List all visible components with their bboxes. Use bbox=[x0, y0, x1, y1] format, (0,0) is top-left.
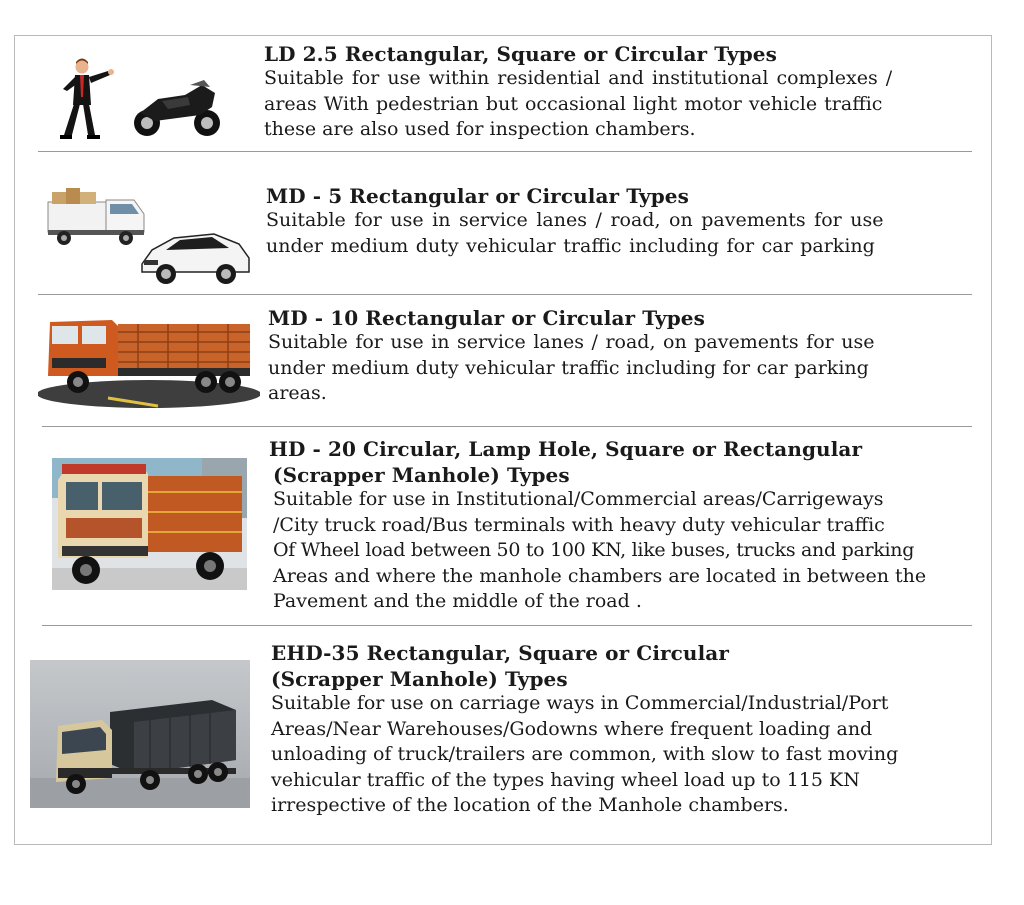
row-ehd35-line-3: unloading of truck/trailers are common, with slow to fast moving bbox=[271, 743, 899, 765]
row-hd20-title-line-2: (Scrapper Manhole) Types bbox=[273, 463, 570, 487]
row-ld25-line-3: these are also used for inspection chambers. bbox=[264, 118, 696, 140]
row-ld25-line-1: Suitable for use within residential and institutional complexes / bbox=[264, 67, 893, 89]
row-hd20-title-line-1: HD - 20 Circular, Lamp Hole, Square or Rectangular bbox=[269, 437, 863, 461]
row-md10-line-1: Suitable for use in service lanes / road, on pavements for use bbox=[268, 331, 875, 353]
row-ld25-line-2: areas With pedestrian but occasional light motor vehicle traffic bbox=[264, 92, 883, 115]
row-hd20-line-4: Areas and where the manhole chambers are located in between the bbox=[273, 564, 927, 587]
medium-truck-icon bbox=[38, 310, 260, 410]
row-ehd35-title-line-1: EHD-35 Rectangular, Square or Circular bbox=[271, 641, 729, 665]
row-hd20-line-5: Pavement and the middle of the road . bbox=[273, 590, 642, 612]
divider bbox=[38, 294, 972, 295]
row-hd20-line-3: Of Wheel load between 50 to 100 KN, like buses, trucks and parking bbox=[273, 539, 915, 561]
divider bbox=[42, 625, 972, 626]
divider bbox=[42, 426, 972, 427]
row-md10-line-3: areas. bbox=[268, 382, 327, 404]
row-md10-text bbox=[268, 306, 962, 407]
row-md5-line-1: Suitable for use in service lanes / road, on pavements for use bbox=[266, 209, 884, 231]
row-ehd35-text bbox=[271, 641, 981, 819]
row-ehd35-line-1: Suitable for use on carriage ways in Commercial/Industrial/Port bbox=[271, 692, 889, 714]
row-ld25-title: LD 2.5 Rectangular, Square or Circular Types bbox=[264, 42, 777, 66]
container-trailer-icon bbox=[30, 660, 250, 808]
row-ehd35-line-4: vehicular traffic of the types having wheel load up to 115 KN bbox=[271, 768, 860, 791]
row-md10-line-2: under medium duty vehicular traffic including for car parking bbox=[268, 356, 869, 379]
row-ehd35-line-2: Areas/Near Warehouses/Godowns where frequent loading and bbox=[271, 717, 873, 740]
light-truck-and-car-icon bbox=[44, 180, 254, 290]
heavy-truck-icon bbox=[52, 458, 247, 590]
pedestrian-and-motorcycle-icon bbox=[50, 55, 230, 145]
row-hd20-line-1: Suitable for use in Institutional/Commercial areas/Carrigeways bbox=[273, 488, 884, 510]
row-md5-text bbox=[266, 184, 975, 259]
row-ld25-text bbox=[264, 42, 975, 143]
row-md10-title: MD - 10 Rectangular or Circular Types bbox=[268, 306, 705, 330]
row-ehd35-title-line-2: (Scrapper Manhole) Types bbox=[271, 667, 568, 691]
row-ehd35-line-5: irrespective of the location of the Manhole chambers. bbox=[271, 794, 789, 816]
divider bbox=[38, 151, 972, 152]
row-hd20-text bbox=[269, 437, 989, 615]
row-md5-title: MD - 5 Rectangular or Circular Types bbox=[266, 184, 689, 208]
row-md5-line-2: under medium duty vehicular traffic including for car parking bbox=[266, 234, 875, 257]
row-hd20-line-2: /City truck road/Bus terminals with heavy duty vehicular traffic bbox=[273, 513, 885, 536]
